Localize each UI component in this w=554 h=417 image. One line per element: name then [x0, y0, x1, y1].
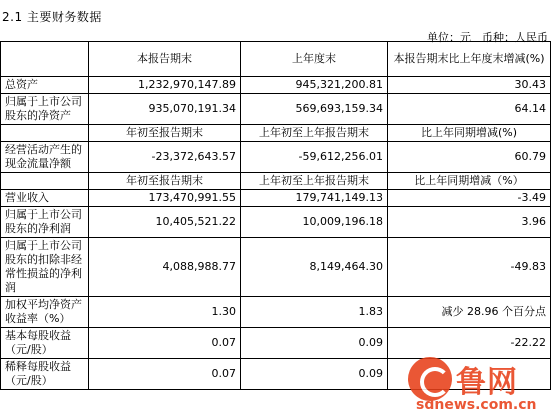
cell-value: -59,612,256.01 [241, 142, 388, 173]
row-label: 归属于上市公司股东的净资产 [1, 94, 89, 125]
cell-value: 0.07 [89, 328, 241, 359]
cell-value: 1.83 [241, 297, 388, 328]
cell-value: 64.14 [388, 94, 551, 125]
row-label: 稀释每股收益（元/股） [1, 359, 89, 390]
header-prior-ytd: 上年初至上年报告期末 [241, 173, 388, 190]
watermark-url: sdnews.com.cn [416, 397, 537, 413]
cell-value: 4,088,988.77 [89, 238, 241, 297]
cell-value: -22.22 [388, 328, 551, 359]
table-row [1, 238, 551, 297]
cell-value: 945,321,200.81 [241, 77, 388, 94]
cell-value: 0.09 [241, 328, 388, 359]
cell-value: 569,693,159.34 [241, 94, 388, 125]
cell-value: 3.96 [388, 207, 551, 238]
table-header-row [1, 125, 551, 142]
header-yoy-change: 比上年同期增减(%) [388, 125, 551, 142]
cell-value: 0.09 [241, 359, 388, 390]
cell-value: 60.79 [388, 142, 551, 173]
section-title: 2.1 主要财务数据 [2, 10, 102, 24]
cell-value: 减少 28.96 个百分点 [388, 297, 551, 328]
header-current-period-end: 本报告期末 [89, 42, 241, 77]
row-label: 总资产 [1, 77, 89, 94]
table-row [1, 142, 551, 173]
cell-value: 0.07 [89, 359, 241, 390]
row-label: 基本每股收益（元/股） [1, 328, 89, 359]
cell-value: 935,070,191.34 [89, 94, 241, 125]
table-row [1, 190, 551, 207]
row-label: 归属于上市公司股东的扣除非经常性损益的净利润 [1, 238, 89, 297]
cell-value: 30.43 [388, 77, 551, 94]
header-ytd: 年初至报告期末 [89, 173, 241, 190]
header-prior-ytd: 上年初至上年报告期末 [241, 125, 388, 142]
cell-value: 10,405,521.22 [89, 207, 241, 238]
row-label: 归属于上市公司股东的净利润 [1, 207, 89, 238]
cell-value: 8,149,464.30 [241, 238, 388, 297]
table-header-row [1, 173, 551, 190]
cell-value: 1,232,970,147.89 [89, 77, 241, 94]
header-change-pct: 本报告期末比上年度末增减(%) [388, 42, 551, 77]
unit-currency-note: 单位：元 币种：人民币 [427, 31, 548, 44]
header-prior-year-end: 上年度末 [241, 42, 388, 77]
cell-value: 10,009,196.18 [241, 207, 388, 238]
cell-value: -3.49 [388, 190, 551, 207]
row-label: 加权平均净资产收益率（%） [1, 297, 89, 328]
watermark-brand: 鲁网 [456, 365, 518, 400]
sdnews-logo-icon [408, 357, 452, 401]
header-empty-cell [1, 42, 89, 77]
sdnews-watermark [408, 355, 550, 415]
cell-value: 179,741,149.13 [241, 190, 388, 207]
row-label: 经营活动产生的现金流量净额 [1, 142, 89, 173]
cell-value: -23,372,643.57 [89, 142, 241, 173]
table-row [1, 77, 551, 94]
table-row [1, 207, 551, 238]
header-ytd: 年初至报告期末 [89, 125, 241, 142]
header-empty-cell [1, 125, 89, 142]
cell-value: 173,470,991.55 [89, 190, 241, 207]
financial-data-table [0, 41, 551, 390]
header-empty-cell [1, 173, 89, 190]
table-header-row [1, 42, 551, 77]
cell-value: 1.30 [89, 297, 241, 328]
header-yoy-change: 比上年同期增减（%） [388, 173, 551, 190]
table-row [1, 297, 551, 328]
table-row [1, 94, 551, 125]
cell-value: -49.83 [388, 238, 551, 297]
table-row [1, 328, 551, 359]
row-label: 营业收入 [1, 190, 89, 207]
